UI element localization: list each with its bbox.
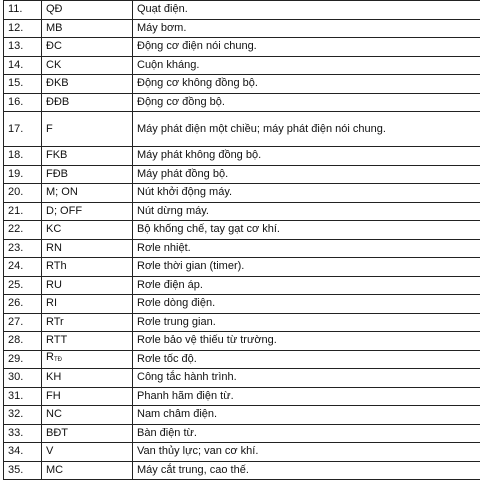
table-row xyxy=(4,258,480,277)
row-number: 11. xyxy=(4,1,42,20)
row-number: 18. xyxy=(4,147,42,166)
row-number: 30. xyxy=(4,369,42,388)
row-description: Bộ khống chế, tay gạt cơ khí. xyxy=(133,221,480,240)
row-code: NC xyxy=(42,406,133,425)
table-row xyxy=(4,147,480,166)
row-code-subscript: TĐ xyxy=(53,357,62,364)
row-code: FH xyxy=(42,387,133,406)
row-description: Rơle thời gian (timer). xyxy=(133,258,480,277)
row-description: Nút dừng máy. xyxy=(133,202,480,221)
table-row xyxy=(4,165,480,184)
row-description: Động cơ đồng bộ. xyxy=(133,93,480,112)
row-description: Cuộn kháng. xyxy=(133,56,480,75)
row-number: 19. xyxy=(4,165,42,184)
row-code-main: R xyxy=(46,351,54,364)
row-code: FKB xyxy=(42,147,133,166)
table-row xyxy=(4,276,480,295)
row-code: RN xyxy=(42,239,133,258)
row-number: 23. xyxy=(4,239,42,258)
row-code: ĐKB xyxy=(42,75,133,94)
table-row xyxy=(4,239,480,258)
row-code: QĐ xyxy=(42,1,133,20)
row-code: RU xyxy=(42,276,133,295)
table-row xyxy=(4,75,480,94)
row-description: Phanh hãm điện từ. xyxy=(133,387,480,406)
row-code: RTT xyxy=(42,332,133,351)
table-row xyxy=(4,295,480,314)
row-description: Quạt điện. xyxy=(133,1,480,20)
row-number: 17. xyxy=(4,112,42,147)
row-code: RTr xyxy=(42,313,133,332)
row-code: CK xyxy=(42,56,133,75)
row-number: 35. xyxy=(4,461,42,480)
table-row xyxy=(4,313,480,332)
row-number: 29. xyxy=(4,350,42,369)
table-row xyxy=(4,406,480,425)
table-row xyxy=(4,332,480,351)
row-number: 26. xyxy=(4,295,42,314)
row-number: 14. xyxy=(4,56,42,75)
row-description: Máy phát không đồng bộ. xyxy=(133,147,480,166)
row-code: BĐT xyxy=(42,424,133,443)
row-description: Nút khởi động máy. xyxy=(133,184,480,203)
row-description: Rơle điện áp. xyxy=(133,276,480,295)
row-code: V xyxy=(42,443,133,462)
row-code: F xyxy=(42,112,133,147)
row-code: ĐC xyxy=(42,38,133,57)
row-description: Máy cắt trung, cao thế. xyxy=(133,461,480,480)
table-row xyxy=(4,38,480,57)
table-row xyxy=(4,443,480,462)
table-row xyxy=(4,350,480,369)
table-row xyxy=(4,184,480,203)
table-row xyxy=(4,387,480,406)
row-number: 24. xyxy=(4,258,42,277)
row-description: Máy phát điện một chiều; máy phát điện nói chung. xyxy=(133,112,480,147)
row-code: MC xyxy=(42,461,133,480)
symbol-table xyxy=(3,0,480,480)
row-number: 22. xyxy=(4,221,42,240)
row-number: 16. xyxy=(4,93,42,112)
row-code: KH xyxy=(42,369,133,388)
table-row xyxy=(4,424,480,443)
row-number: 31. xyxy=(4,387,42,406)
table-row xyxy=(4,112,480,147)
row-code: MB xyxy=(42,19,133,38)
row-description: Van thủy lực; van cơ khí. xyxy=(133,443,480,462)
row-description: Rơle dòng điện. xyxy=(133,295,480,314)
row-code: ĐĐB xyxy=(42,93,133,112)
row-description: Động cơ điện nói chung. xyxy=(133,38,480,57)
row-description: Rơle nhiệt. xyxy=(133,239,480,258)
row-description: Nam châm điện. xyxy=(133,406,480,425)
table-row xyxy=(4,19,480,38)
row-code: RI xyxy=(42,295,133,314)
row-number: 15. xyxy=(4,75,42,94)
table-row xyxy=(4,1,480,20)
row-number: 27. xyxy=(4,313,42,332)
symbol-table-body xyxy=(4,1,480,480)
table-row xyxy=(4,202,480,221)
table-row xyxy=(4,369,480,388)
row-code: RTh xyxy=(42,258,133,277)
row-description: Bàn điện từ. xyxy=(133,424,480,443)
row-description: Máy bơm. xyxy=(133,19,480,38)
row-code: D; OFF xyxy=(42,202,133,221)
row-number: 25. xyxy=(4,276,42,295)
row-code: M; ON xyxy=(42,184,133,203)
table-row xyxy=(4,56,480,75)
row-code: FĐB xyxy=(42,165,133,184)
row-description: Rơle tốc độ. xyxy=(133,350,480,369)
table-row xyxy=(4,93,480,112)
row-number: 12. xyxy=(4,19,42,38)
row-number: 20. xyxy=(4,184,42,203)
row-description: Rơle trung gian. xyxy=(133,313,480,332)
row-description: Công tắc hành trình. xyxy=(133,369,480,388)
row-number: 28. xyxy=(4,332,42,351)
row-number: 21. xyxy=(4,202,42,221)
row-number: 13. xyxy=(4,38,42,57)
row-description: Máy phát đồng bộ. xyxy=(133,165,480,184)
row-number: 32. xyxy=(4,406,42,425)
row-number: 34. xyxy=(4,443,42,462)
row-description: Rơle bảo vệ thiếu từ trường. xyxy=(133,332,480,351)
row-code xyxy=(42,350,133,369)
table-row xyxy=(4,461,480,480)
row-description: Động cơ không đồng bộ. xyxy=(133,75,480,94)
row-number: 33. xyxy=(4,424,42,443)
row-code: KC xyxy=(42,221,133,240)
table-row xyxy=(4,221,480,240)
